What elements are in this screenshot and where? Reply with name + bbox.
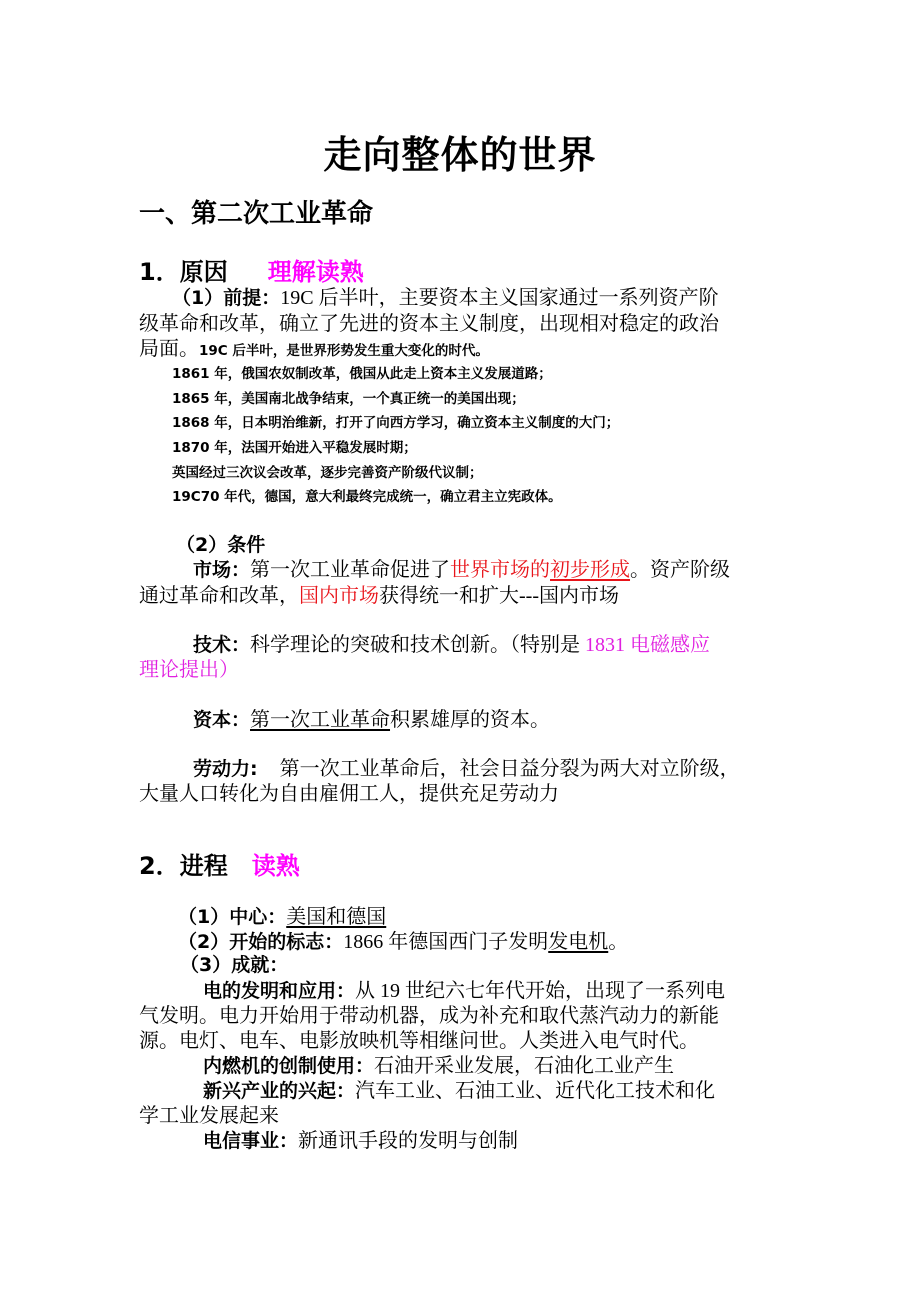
electric-label: 电的发明和应用： — [203, 980, 356, 1002]
world-market-highlight: 世界市场的 — [450, 559, 551, 581]
study-tag: 读熟 — [251, 852, 300, 880]
premise-label: （1）前提： — [172, 287, 281, 309]
center-label: （1）中心： — [178, 906, 287, 928]
theory-highlight: 理论提出 — [139, 659, 219, 681]
industries-line-2: 学工业发展起来 — [139, 1105, 279, 1127]
market-label: 市场： — [193, 559, 251, 581]
premise-line-2: 级革命和改革，确立了先进的资本主义制度，出现相对稳定的政治 — [139, 313, 719, 335]
premise-line-3 — [139, 332, 489, 361]
process-heading: 2．进程 — [139, 852, 228, 880]
market-line-1 — [193, 553, 730, 582]
domestic-market-highlight: 国内市场 — [299, 585, 379, 607]
technology-line-2 — [139, 653, 239, 682]
dynamo-underline: 发电机 — [548, 931, 609, 953]
section-heading: 一、第二次工业革命 — [139, 199, 374, 229]
telecom-text: 新通讯手段的发明与创制 — [298, 1130, 519, 1152]
start-text: 1866 年德国西门子发明 — [343, 931, 549, 953]
premise-note: 19C 后半叶，是世界形势发生重大变化的时代。 — [199, 343, 489, 359]
achievements-label: （3）成就： — [180, 954, 289, 976]
industries-label: 新兴产业的兴起： — [203, 1080, 356, 1102]
causes-heading: 1．原因 — [139, 258, 228, 286]
capital-text: 积累雄厚的资本。 — [390, 709, 551, 731]
market-text: 。资产阶级 — [630, 559, 731, 581]
document-title: 走向整体的世界 — [323, 133, 597, 177]
start-label: （2）开始的标志： — [178, 931, 344, 953]
industries-text: 汽车工业、石油工业、近代化工技术和化 — [355, 1080, 716, 1102]
subsection-heading-process — [139, 846, 300, 881]
engine-text: 石油开采业发展，石油化工业产生 — [374, 1055, 675, 1077]
event-item: 1870 年，法国开始进入平稳发展时期； — [172, 440, 417, 456]
event-item: 1861 年，俄国农奴制改革，俄国从此走上资本主义发展道路； — [172, 366, 552, 382]
labor-label: 劳动力: — [193, 758, 258, 780]
event-item: 19C70 年代，德国，意大利最终完成统一，确立君主立宪政体。 — [172, 489, 562, 505]
initial-formation-highlight: 初步形成 — [550, 559, 631, 581]
labor-text: 第一次工业革命后，社会日益分裂为两大对立阶级， — [279, 758, 740, 780]
technology-label: 技术： — [193, 634, 251, 656]
electromagnetic-highlight: 1831 电磁感应 — [585, 634, 711, 656]
technology-text: ） — [219, 659, 239, 681]
premise-text-end: 局面。 — [139, 338, 199, 360]
market-text: 第一次工业革命促进了 — [250, 559, 451, 581]
premise-line-1 — [172, 281, 719, 310]
market-text: 通过革命和改革， — [139, 585, 299, 607]
event-item: 1865 年，美国南北战争结束，一个真正统一的美国出现； — [172, 391, 525, 407]
capital-label: 资本： — [193, 709, 251, 731]
event-item: 1868 年，日本明治维新，打开了向西方学习，确立资本主义制度的大门； — [172, 415, 620, 431]
telecom-line — [203, 1124, 518, 1153]
first-industrial-revolution-underline: 第一次工业革命 — [250, 709, 391, 731]
electric-line-2: 气发明。电力开始用于带动机器，成为补充和取代蒸汽动力的新能 — [139, 1005, 719, 1027]
study-tag: 理解读熟 — [267, 258, 364, 286]
technology-text: 科学理论的突破和技术创新。（特别是 — [250, 634, 586, 656]
market-line-2 — [139, 579, 619, 608]
capital-line — [193, 703, 550, 732]
industries-line-1 — [203, 1074, 715, 1103]
conditions-label: （2）条件 — [176, 534, 266, 556]
event-item: 英国经过三次议会改革，逐步完善资产阶级代议制； — [172, 465, 483, 481]
start-text: 。 — [608, 931, 629, 953]
telecom-label: 电信事业： — [203, 1130, 299, 1152]
premise-text: 19C 后半叶，主要资本主义国家通过一系列资产阶 — [280, 287, 719, 309]
engine-label: 内燃机的创制使用： — [203, 1055, 375, 1077]
electric-text: 从 19 世纪六七年代开始，出现了一系列电 — [355, 980, 726, 1002]
market-text: 获得统一和扩大---国内市场 — [379, 585, 619, 607]
center-value: 美国和德国 — [286, 906, 387, 928]
electric-line-3: 源。电灯、电车、电影放映机等相继问世。人类进入电气时代。 — [139, 1030, 699, 1052]
technology-line-1 — [193, 628, 710, 657]
labor-line-2: 大量人口转化为自由雇佣工人，提供充足劳动力 — [139, 783, 559, 805]
